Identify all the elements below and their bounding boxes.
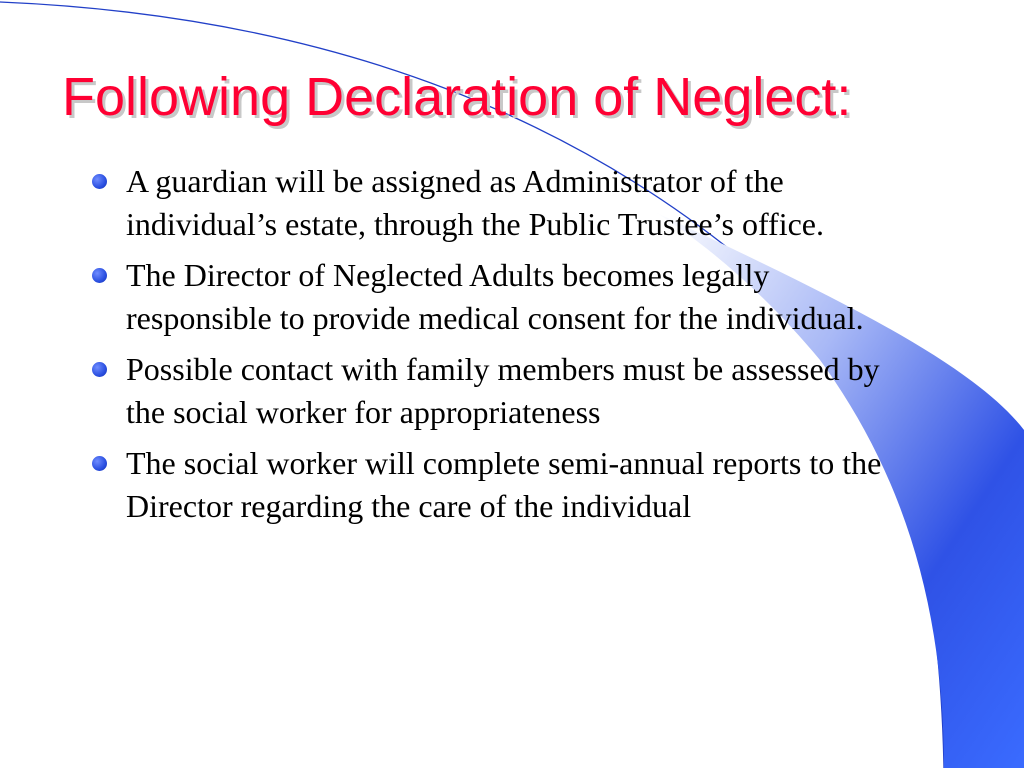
bullet-dot-icon	[92, 268, 107, 283]
bullet-dot-icon	[92, 456, 107, 471]
bullet-text: A guardian will be assigned as Administrator of the individual’s estate, through the Public Trustee’s office.	[126, 163, 824, 242]
bullet-item-family-contact	[92, 348, 922, 434]
bullet-dot-icon	[92, 362, 107, 377]
bullet-item-guardian	[92, 160, 922, 246]
bullet-dot-icon	[92, 174, 107, 189]
bullet-item-director	[92, 254, 922, 340]
bullet-text: Possible contact with family members must be assessed by the social worker for appropriateness	[126, 351, 880, 430]
bullet-list	[92, 160, 922, 536]
slide-title: Following Declaration of Neglect:	[62, 67, 852, 127]
bullet-text: The social worker will complete semi-annual reports to the Director regarding the care of the individual	[126, 445, 882, 524]
bullet-item-reports	[92, 442, 922, 528]
bullet-text: The Director of Neglected Adults becomes legally responsible to provide medical consent for the individual.	[126, 257, 864, 336]
